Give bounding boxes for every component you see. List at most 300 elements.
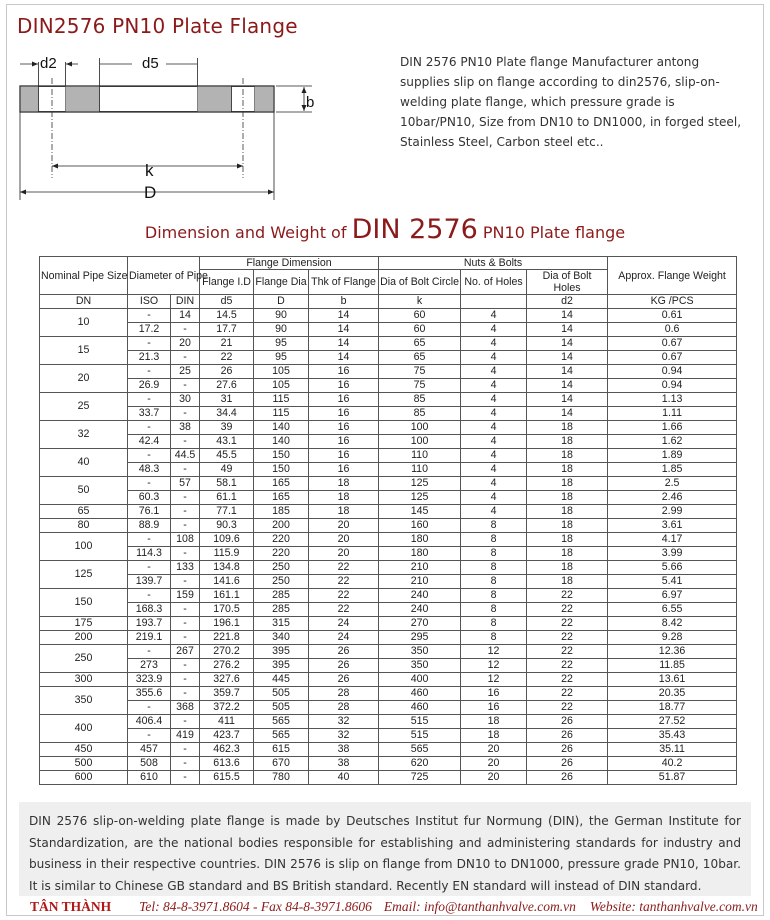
table-cell: 76.1 <box>128 505 171 519</box>
table-cell: 5.41 <box>608 575 737 589</box>
table-cell: 48.3 <box>128 463 171 477</box>
table-cell: 12 <box>461 645 527 659</box>
nominal-size-cell: 600 <box>40 771 128 785</box>
table-cell: 2.5 <box>608 477 737 491</box>
table-cell: 24 <box>309 631 379 645</box>
nominal-size-cell: 10 <box>40 309 128 337</box>
table-cell: 40 <box>309 771 379 785</box>
table-cell: 457 <box>128 743 171 757</box>
contact-footer <box>30 899 758 915</box>
table-cell: 5.66 <box>608 561 737 575</box>
table-cell: 220 <box>254 533 309 547</box>
table-cell: 115 <box>254 407 309 421</box>
table-cell: 14 <box>527 379 608 393</box>
table-cell: 18 <box>309 477 379 491</box>
table-cell: 22 <box>527 673 608 687</box>
table-cell: 145 <box>379 505 461 519</box>
table-cell: 26 <box>527 729 608 743</box>
nominal-size-cell: 15 <box>40 337 128 365</box>
table-cell: 16 <box>309 463 379 477</box>
table-cell: - <box>171 617 200 631</box>
table-cell: 27.52 <box>608 715 737 729</box>
table-cell: 210 <box>379 561 461 575</box>
table-cell: - <box>128 421 171 435</box>
table-cell: 315 <box>254 617 309 631</box>
table-cell: 565 <box>379 743 461 757</box>
table-cell: 20 <box>309 547 379 561</box>
table-cell: 18 <box>527 477 608 491</box>
table-cell: - <box>171 547 200 561</box>
table-cell: 22 <box>527 687 608 701</box>
table-cell: 61.1 <box>200 491 254 505</box>
table-cell: 8 <box>461 547 527 561</box>
table-cell: 25 <box>171 365 200 379</box>
table-cell: 250 <box>254 561 309 575</box>
header-bolt-circle: Dia of Bolt Circle <box>379 270 461 295</box>
table-row <box>40 337 737 351</box>
table-row <box>40 603 737 617</box>
table-cell: 18 <box>309 491 379 505</box>
k-label: k <box>145 161 154 180</box>
table-cell: 42.4 <box>128 435 171 449</box>
table-cell: 8 <box>461 631 527 645</box>
table-cell: 18 <box>527 505 608 519</box>
table-row <box>40 743 737 757</box>
table-cell: - <box>128 645 171 659</box>
table-cell: 22 <box>527 603 608 617</box>
table-cell: 460 <box>379 687 461 701</box>
table-cell: 240 <box>379 589 461 603</box>
table-cell: 12 <box>461 659 527 673</box>
table-cell: - <box>128 729 171 743</box>
table-cell: 13.61 <box>608 673 737 687</box>
flange-ring-mid-left <box>66 87 100 112</box>
table-cell: 615.5 <box>200 771 254 785</box>
table-cell: 33.7 <box>128 407 171 421</box>
table-row <box>40 701 737 715</box>
table-row <box>40 659 737 673</box>
table-cell: 109.6 <box>200 533 254 547</box>
table-cell: 4 <box>461 435 527 449</box>
table-cell: 565 <box>254 715 309 729</box>
table-cell: 221.8 <box>200 631 254 645</box>
table-cell: 250 <box>254 575 309 589</box>
table-cell: 8 <box>461 617 527 631</box>
table-cell: 18 <box>527 533 608 547</box>
header-nuts-bolts: Nuts & Bolts <box>379 257 608 270</box>
table-cell: 185 <box>254 505 309 519</box>
table-cell: 508 <box>128 757 171 771</box>
table-cell: 4 <box>461 421 527 435</box>
table-cell: 16 <box>309 449 379 463</box>
table-cell: 276.2 <box>200 659 254 673</box>
table-cell: - <box>128 449 171 463</box>
table-row <box>40 575 737 589</box>
table-cell: 423.7 <box>200 729 254 743</box>
table-cell: 400 <box>379 673 461 687</box>
table-cell: 4 <box>461 379 527 393</box>
table-cell: 196.1 <box>200 617 254 631</box>
nominal-size-cell: 50 <box>40 477 128 505</box>
table-cell: 270 <box>379 617 461 631</box>
table-cell: 4 <box>461 463 527 477</box>
table-cell: 51.87 <box>608 771 737 785</box>
table-cell: 26 <box>527 771 608 785</box>
table-cell: 14 <box>171 309 200 323</box>
table-row <box>40 547 737 561</box>
table-cell: 295 <box>379 631 461 645</box>
table-cell: 75 <box>379 379 461 393</box>
table-cell: 14 <box>527 323 608 337</box>
table-cell: - <box>171 351 200 365</box>
table-cell: 4 <box>461 337 527 351</box>
table-cell: 133 <box>171 561 200 575</box>
header-nominal-size: Nominal Pipe Size <box>40 257 128 295</box>
table-cell: 18 <box>461 729 527 743</box>
table-cell: 359.7 <box>200 687 254 701</box>
table-cell: 30 <box>171 393 200 407</box>
table-cell: 18 <box>309 505 379 519</box>
table-cell: 406.4 <box>128 715 171 729</box>
table-cell: 4 <box>461 505 527 519</box>
unit-cell: KG /PCS <box>608 295 737 309</box>
email-link[interactable]: Email: info@tanthanhvalve.com.vn <box>383 899 576 914</box>
table-cell: 445 <box>254 673 309 687</box>
table-cell: 285 <box>254 589 309 603</box>
header-bolt-holes: Dia of Bolt Holes <box>527 270 608 295</box>
flange-ring-right <box>255 87 274 112</box>
table-title-main: DIN 2576 <box>351 214 478 245</box>
unit-cell: d2 <box>527 295 608 309</box>
unit-cell: b <box>309 295 379 309</box>
table-cell: 18 <box>527 421 608 435</box>
table-cell: - <box>128 589 171 603</box>
table-cell: 150 <box>254 463 309 477</box>
table-cell: 8 <box>461 533 527 547</box>
table-row <box>40 757 737 771</box>
table-cell: 22 <box>527 701 608 715</box>
table-cell: 355.6 <box>128 687 171 701</box>
table-cell: 16 <box>461 687 527 701</box>
table-cell: 18 <box>527 449 608 463</box>
table-cell: 165 <box>254 491 309 505</box>
table-cell: 115.9 <box>200 547 254 561</box>
table-cell: 14 <box>527 393 608 407</box>
table-cell: 20 <box>309 533 379 547</box>
table-cell: 168.3 <box>128 603 171 617</box>
table-cell: - <box>128 365 171 379</box>
unit-cell: ISO <box>128 295 171 309</box>
table-cell: 725 <box>379 771 461 785</box>
table-cell: 18 <box>527 547 608 561</box>
table-cell: 462.3 <box>200 743 254 757</box>
table-cell: 0.94 <box>608 365 737 379</box>
table-cell: - <box>171 435 200 449</box>
flange-bore <box>100 87 198 112</box>
table-cell: 12 <box>461 673 527 687</box>
table-cell: 8 <box>461 603 527 617</box>
table-cell: 58.1 <box>200 477 254 491</box>
table-cell: 368 <box>171 701 200 715</box>
table-cell: 0.67 <box>608 337 737 351</box>
table-cell: 1.11 <box>608 407 737 421</box>
table-cell: 17.2 <box>128 323 171 337</box>
table-row <box>40 379 737 393</box>
header-thickness: Thk of Flange <box>309 270 379 295</box>
table-cell: 88.9 <box>128 519 171 533</box>
header-holes: No. of Holes <box>461 270 527 295</box>
table-cell: 193.7 <box>128 617 171 631</box>
header-flange-id: Flange I.D <box>200 270 254 295</box>
table-cell: 26 <box>200 365 254 379</box>
nominal-size-cell: 32 <box>40 421 128 449</box>
table-cell: 3.99 <box>608 547 737 561</box>
table-cell: 165 <box>254 477 309 491</box>
unit-cell: DN <box>40 295 128 309</box>
page-title: DIN2576 PN10 Plate Flange <box>17 14 298 38</box>
table-cell: 105 <box>254 379 309 393</box>
dimension-table <box>39 256 737 785</box>
table-cell: 16 <box>461 701 527 715</box>
table-cell: 16 <box>309 365 379 379</box>
table-cell: 26 <box>527 715 608 729</box>
table-cell: 60 <box>379 323 461 337</box>
table-cell: 14 <box>309 323 379 337</box>
table-cell: 16 <box>309 393 379 407</box>
table-row <box>40 617 737 631</box>
table-row <box>40 729 737 743</box>
table-row <box>40 365 737 379</box>
header-pipe-diameter: Diameter of Pipe <box>128 257 200 295</box>
table-cell: 11.85 <box>608 659 737 673</box>
unit-cell: D <box>254 295 309 309</box>
unit-cell: k <box>379 295 461 309</box>
table-cell: 22 <box>200 351 254 365</box>
table-cell: 20 <box>171 337 200 351</box>
table-cell: 40.2 <box>608 757 737 771</box>
nominal-size-cell: 350 <box>40 687 128 715</box>
table-row <box>40 505 737 519</box>
table-cell: 141.6 <box>200 575 254 589</box>
nominal-size-cell: 200 <box>40 631 128 645</box>
table-cell: 613.6 <box>200 757 254 771</box>
table-cell: - <box>128 701 171 715</box>
table-cell: 8 <box>461 561 527 575</box>
table-cell: 18.77 <box>608 701 737 715</box>
table-cell: 1.89 <box>608 449 737 463</box>
table-cell: 8 <box>461 519 527 533</box>
table-cell: 108 <box>171 533 200 547</box>
table-cell: 14 <box>527 407 608 421</box>
table-cell: 515 <box>379 729 461 743</box>
phone-fax: Tel: 84-8-3971.8604 - Fax 84-8-3971.8606 <box>139 899 372 914</box>
units-row <box>40 295 737 309</box>
nominal-size-cell: 300 <box>40 673 128 687</box>
table-cell: 180 <box>379 533 461 547</box>
nominal-size-cell: 100 <box>40 533 128 561</box>
table-cell: 49 <box>200 463 254 477</box>
table-cell: 350 <box>379 645 461 659</box>
table-cell: 14.5 <box>200 309 254 323</box>
table-cell: 22 <box>527 645 608 659</box>
table-cell: 38 <box>171 421 200 435</box>
table-cell: 32 <box>309 729 379 743</box>
nominal-size-cell: 65 <box>40 505 128 519</box>
table-cell: 26 <box>527 757 608 771</box>
table-cell: 372.2 <box>200 701 254 715</box>
table-cell: 18 <box>527 435 608 449</box>
table-row <box>40 421 737 435</box>
header-weight: Approx. Flange Weight <box>608 257 737 295</box>
nominal-size-cell: 500 <box>40 757 128 771</box>
table-cell: 565 <box>254 729 309 743</box>
table-cell: - <box>171 659 200 673</box>
nominal-size-cell: 400 <box>40 715 128 743</box>
table-cell: 4 <box>461 393 527 407</box>
unit-cell <box>461 295 527 309</box>
table-cell: 14 <box>527 337 608 351</box>
table-row <box>40 561 737 575</box>
d5-label: d5 <box>142 55 159 72</box>
table-cell: 22 <box>309 589 379 603</box>
table-cell: - <box>128 561 171 575</box>
table-cell: 60.3 <box>128 491 171 505</box>
table-cell: 31 <box>200 393 254 407</box>
table-cell: 200 <box>254 519 309 533</box>
table-cell: 39 <box>200 421 254 435</box>
intro-paragraph: DIN 2576 PN10 Plate flange Manufacturer antong supplies slip on flange according to din2576, slip-on-welding plate flange, which pressure grade is 10bar/PN10, Size from DN10 to DN1000, in forged steel, Stainless Steel, Carbon steel etc.. <box>400 55 742 149</box>
table-cell: 9.28 <box>608 631 737 645</box>
table-cell: 515 <box>379 715 461 729</box>
table-cell: 16 <box>309 421 379 435</box>
unit-cell: DIN <box>171 295 200 309</box>
table-cell: 14 <box>527 365 608 379</box>
table-cell: 85 <box>379 393 461 407</box>
table-cell: 150 <box>254 449 309 463</box>
table-cell: 210 <box>379 575 461 589</box>
table-cell: 90.3 <box>200 519 254 533</box>
table-row <box>40 449 737 463</box>
table-cell: 18 <box>527 561 608 575</box>
table-row <box>40 519 737 533</box>
table-cell: 12.36 <box>608 645 737 659</box>
table-cell: 100 <box>379 435 461 449</box>
nominal-size-cell: 40 <box>40 449 128 477</box>
table-cell: 20 <box>461 743 527 757</box>
table-cell: 327.6 <box>200 673 254 687</box>
table-cell: 125 <box>379 477 461 491</box>
table-cell: 134.8 <box>200 561 254 575</box>
table-cell: 34.4 <box>200 407 254 421</box>
table-cell: - <box>171 505 200 519</box>
table-row <box>40 435 737 449</box>
table-row <box>40 715 737 729</box>
table-cell: 14 <box>309 337 379 351</box>
table-cell: 105 <box>254 365 309 379</box>
website-link[interactable]: Website: tanthanhvalve.com.vn <box>589 899 758 914</box>
table-cell: 273 <box>128 659 171 673</box>
description-note: DIN 2576 slip-on-welding plate flange is made by Deutsches Institut fur Normung (DIN), the German Institute for Standardization, are the national bodies responsible for establishing and administering standards for industry and business in their respective countries. DIN 2576 is slip on flange from DN10 to DN1000, pressure grade PN10, 10bar. It is similar to Chinese GB standard and BS British standard. Recently EN standard will instead of DIN standard. <box>19 802 751 896</box>
table-cell: 220 <box>254 547 309 561</box>
table-cell: 1.66 <box>608 421 737 435</box>
table-cell: 270.2 <box>200 645 254 659</box>
table-cell: 44.5 <box>171 449 200 463</box>
table-cell: - <box>128 337 171 351</box>
table-cell: 18 <box>527 575 608 589</box>
table-cell: 28 <box>309 701 379 715</box>
table-row <box>40 687 737 701</box>
table-row <box>40 645 737 659</box>
table-cell: 505 <box>254 701 309 715</box>
table-cell: 35.11 <box>608 743 737 757</box>
table-cell: 8 <box>461 589 527 603</box>
table-cell: 43.1 <box>200 435 254 449</box>
table-cell: 4 <box>461 477 527 491</box>
table-cell: 395 <box>254 659 309 673</box>
table-row <box>40 309 737 323</box>
table-row <box>40 589 737 603</box>
table-cell: 22 <box>309 575 379 589</box>
table-row <box>40 491 737 505</box>
table-cell: 75 <box>379 365 461 379</box>
b-label: b <box>306 94 315 111</box>
table-cell: 38 <box>309 757 379 771</box>
table-cell: 0.94 <box>608 379 737 393</box>
table-cell: - <box>128 477 171 491</box>
flange-ring-mid-right <box>198 87 232 112</box>
flange-ring-left <box>21 87 39 112</box>
table-cell: 240 <box>379 603 461 617</box>
table-cell: - <box>171 463 200 477</box>
table-cell: 460 <box>379 701 461 715</box>
table-cell: 21.3 <box>128 351 171 365</box>
table-row <box>40 673 737 687</box>
header-flange-dimension: Flange Dimension <box>200 257 379 270</box>
table-cell: 8.42 <box>608 617 737 631</box>
table-cell: 22 <box>527 617 608 631</box>
table-cell: 22 <box>527 631 608 645</box>
table-cell: 8 <box>461 575 527 589</box>
table-cell: 14 <box>309 309 379 323</box>
table-cell: 4.17 <box>608 533 737 547</box>
table-row <box>40 351 737 365</box>
table-cell: - <box>171 715 200 729</box>
D-label: D <box>144 183 157 202</box>
table-cell: 20 <box>461 771 527 785</box>
table-cell: 160 <box>379 519 461 533</box>
table-cell: 267 <box>171 645 200 659</box>
table-cell: 0.6 <box>608 323 737 337</box>
table-cell: 65 <box>379 351 461 365</box>
table-cell: 4 <box>461 491 527 505</box>
table-cell: 285 <box>254 603 309 617</box>
flange-diagram <box>14 48 334 204</box>
table-cell: 20 <box>309 519 379 533</box>
table-cell: 1.85 <box>608 463 737 477</box>
table-cell: - <box>171 407 200 421</box>
table-cell: 419 <box>171 729 200 743</box>
table-cell: 4 <box>461 323 527 337</box>
table-cell: 2.99 <box>608 505 737 519</box>
table-cell: 20 <box>461 757 527 771</box>
nominal-size-cell: 80 <box>40 519 128 533</box>
table-cell: 159 <box>171 589 200 603</box>
table-cell: 27.6 <box>200 379 254 393</box>
table-cell: 21 <box>200 337 254 351</box>
table-cell: 4 <box>461 365 527 379</box>
table-cell: 219.1 <box>128 631 171 645</box>
table-cell: 90 <box>254 309 309 323</box>
